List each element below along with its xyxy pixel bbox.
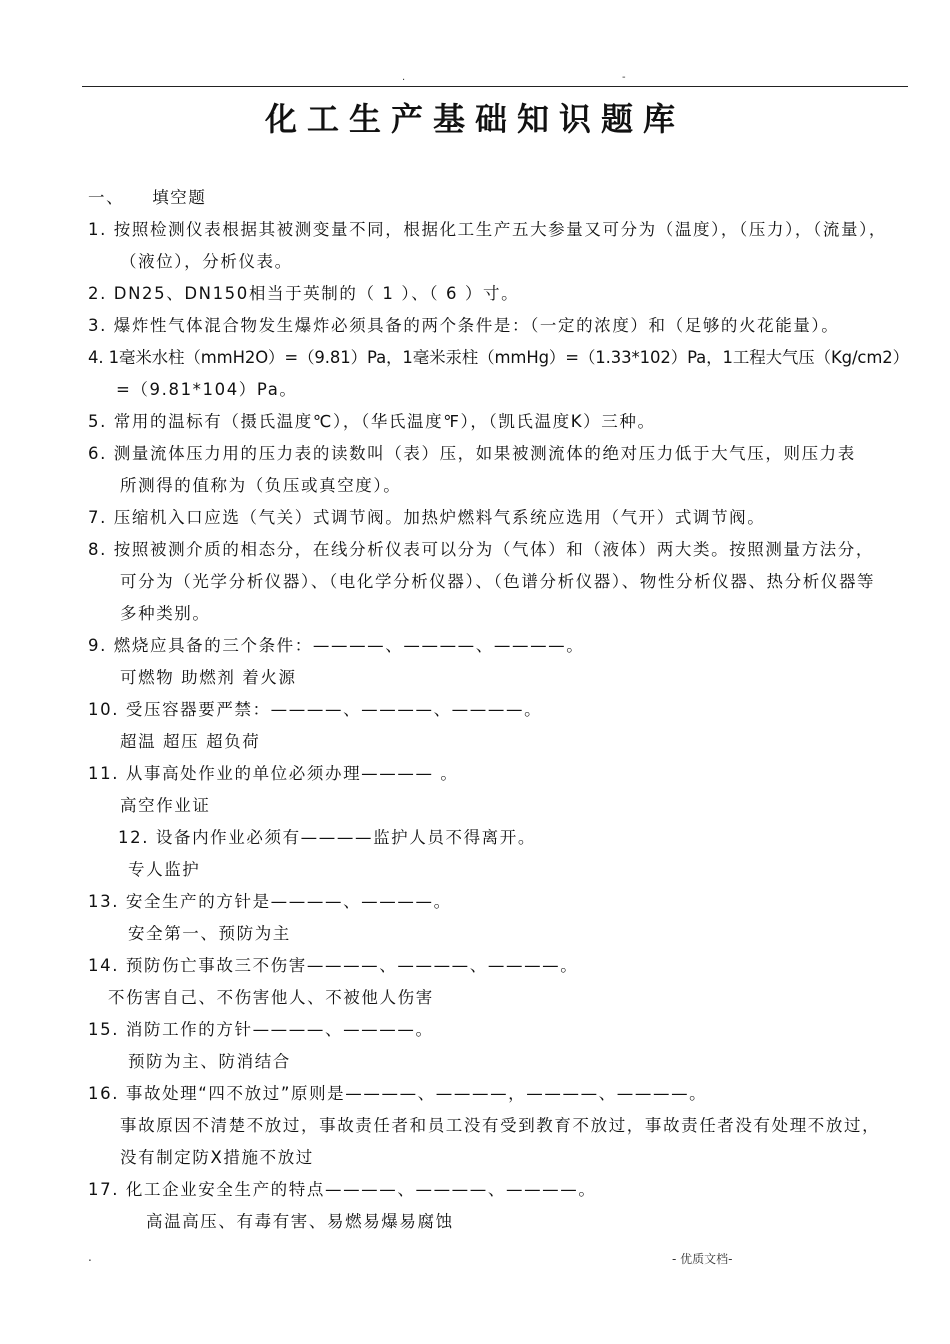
question-line: 6. 测量流体压力用的压力表的读数叫（表）压，如果被测流体的绝对压力低于大气压，则压力表 [88, 444, 856, 463]
question-line: 16. 事故处理“四不放过”原则是————、————，————、————。 [88, 1084, 708, 1103]
question-line: 3. 爆炸性气体混合物发生爆炸必须具备的两个条件是：（一定的浓度）和（足够的火花能量）。 [88, 316, 840, 335]
question-line: 12. 设备内作业必须有————监护人员不得离开。 [118, 828, 536, 847]
answer-line: 事故原因不清楚不放过，事故责任者和员工没有受到教育不放过，事故责任者没有处理不放过， [120, 1116, 881, 1135]
answer-line: 高空作业证 [120, 796, 211, 815]
question-line: 所测得的值称为（负压或真空度）。 [120, 476, 402, 495]
question-line: 17. 化工企业安全生产的特点————、————、————。 [88, 1180, 597, 1199]
question-line: 14. 预防伤亡事故三不伤害————、————、————。 [88, 956, 579, 975]
question-line: 13. 安全生产的方针是————、————。 [88, 892, 452, 911]
answer-line: 高温高压、有毒有害、易燃易爆易腐蚀 [146, 1212, 454, 1231]
header-mark-left: . [402, 72, 406, 83]
answer-line: 可燃物 助燃剂 着火源 [120, 668, 297, 687]
answer-line: 超温 超压 超负荷 [120, 732, 261, 751]
question-line: 5. 常用的温标有（摄氏温度℃），（华氏温度℉），（凯氏温度K）三种。 [88, 412, 656, 431]
question-line: 可分为（光学分析仪器）、（电化学分析仪器）、（色谱分析仪器）、物性分析仪器、热分析仪器等 [120, 572, 876, 591]
question-line: 1. 按照检测仪表根据其被测变量不同，根据化工生产五大参量又可分为（温度），（压力），（流量）， [88, 220, 888, 239]
page-title: 化工生产基础知识题库 [264, 100, 685, 138]
section-label: 填空题 [152, 188, 207, 207]
question-line: 9. 燃烧应具备的三个条件：————、————、————。 [88, 636, 585, 655]
answer-line: 预防为主、防消结合 [128, 1052, 291, 1071]
section-heading [88, 187, 207, 209]
header-rule [82, 86, 908, 87]
question-line: 8. 按照被测介质的相态分，在线分析仪表可以分为（气体）和（液体）两大类。按照测量方法分， [88, 540, 874, 559]
footer-mark-left: . [88, 1250, 92, 1264]
answer-line: 不伤害自己、不伤害他人、不被他人伤害 [108, 988, 434, 1007]
question-line: 7. 压缩机入口应选（气关）式调节阀。加热炉燃料气系统应选用（气开）式调节阀。 [88, 508, 766, 527]
question-line: 2. DN25、DN150相当于英制的（ 1 ）、（ 6 ）寸。 [88, 284, 520, 303]
answer-line: 没有制定防X措施不放过 [120, 1148, 314, 1167]
question-line: 4. 1毫米水柱（mmH2O）=（9.81）Pa，1毫米汞柱（mmHg）=（1.33*102）Pa，1工程大气压（Kg/cm2） [88, 348, 909, 367]
question-line: 11. 从事高处作业的单位必须办理———— 。 [88, 764, 459, 783]
question-line: （液位），分析仪表。 [120, 252, 293, 271]
answer-line: 专人监护 [128, 860, 201, 879]
section-number: 一、 [88, 188, 125, 207]
question-line: 15. 消防工作的方针————、————。 [88, 1020, 434, 1039]
question-line: 10. 受压容器要严禁：————、————、————。 [88, 700, 543, 719]
answer-line: 安全第一、预防为主 [128, 924, 291, 943]
question-line: =（9.81*104）Pa。 [116, 380, 298, 399]
footer-label: - 优质文档- [672, 1252, 733, 1266]
header-mark-right: - [622, 72, 626, 83]
question-line: 多种类别。 [120, 604, 211, 623]
